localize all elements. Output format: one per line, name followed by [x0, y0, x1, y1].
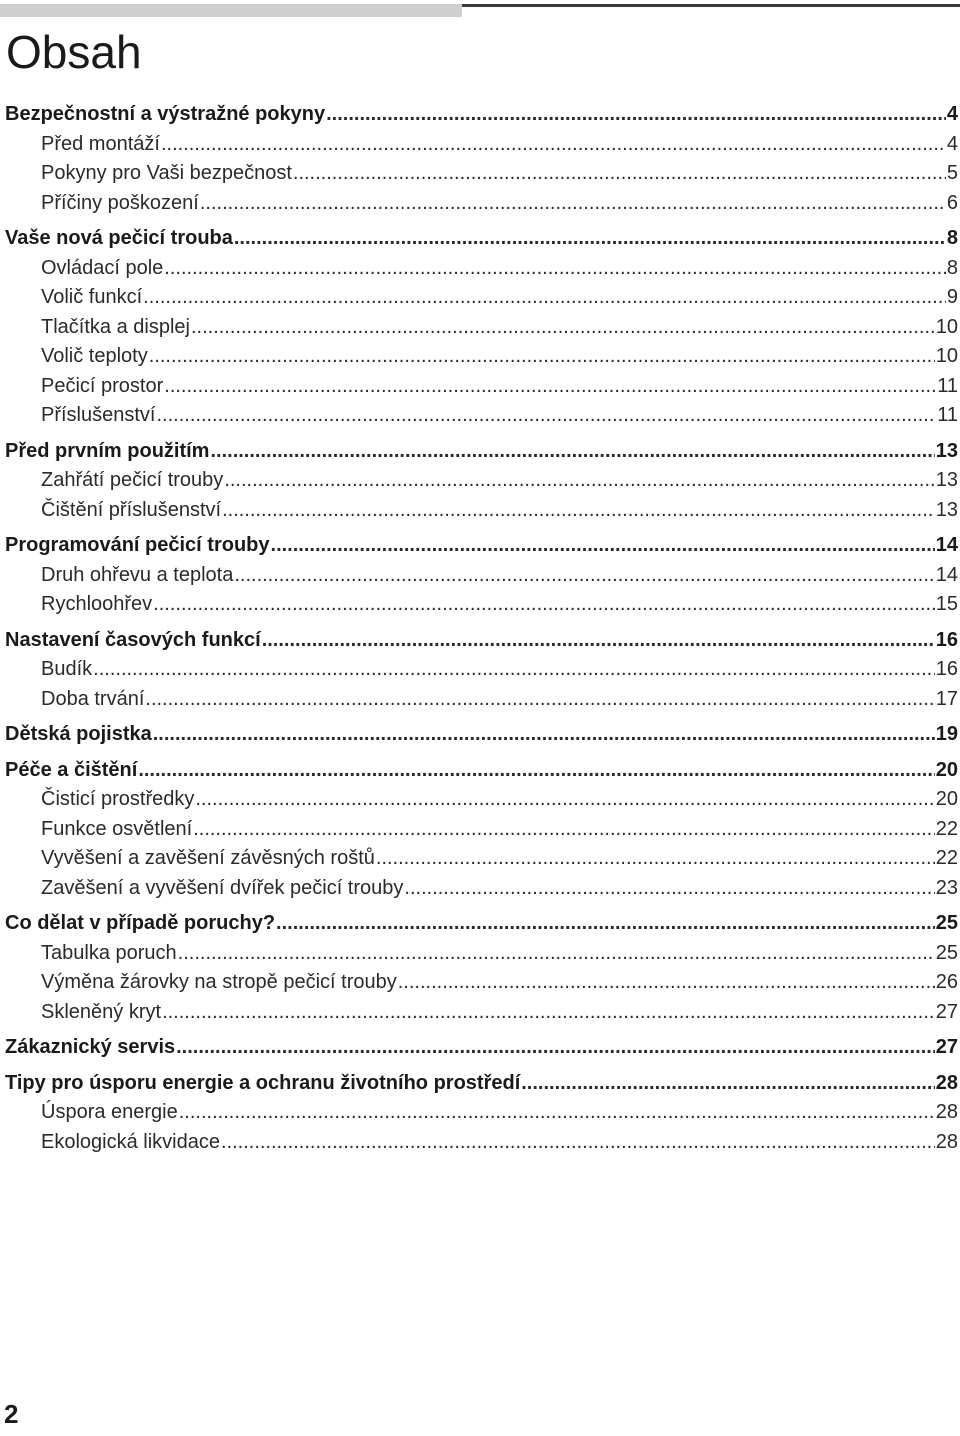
toc-chapter[interactable] [5, 437, 958, 467]
toc-section[interactable] [5, 590, 958, 620]
toc-leader-dots [221, 1128, 935, 1158]
toc-entry-title: Pečicí prostor [41, 374, 164, 397]
toc-leader-dots [143, 283, 946, 313]
toc-section[interactable] [5, 998, 958, 1028]
toc-entry-page: 17 [935, 687, 958, 710]
toc-entry-title: Tabulka poruch [41, 941, 177, 964]
toc-leader-dots [234, 224, 946, 254]
toc-leader-dots [398, 968, 935, 998]
toc-entry-title: Před prvním použitím [5, 439, 210, 462]
toc-entry-page: 22 [935, 847, 958, 869]
toc-leader-dots [195, 785, 934, 815]
toc-entry-page: 8 [946, 227, 958, 249]
toc-leader-dots [191, 313, 935, 343]
toc-section[interactable] [5, 685, 958, 715]
toc-chapter[interactable] [5, 1033, 958, 1063]
header-rule-thick [0, 4, 462, 17]
toc-section[interactable] [5, 283, 958, 313]
toc-leader-dots [161, 130, 946, 160]
page-title: Obsah [6, 26, 142, 78]
toc-entry-page: 27 [935, 1036, 958, 1058]
toc-entry-page: 20 [935, 758, 958, 781]
toc-entry-title: Programování pečicí trouby [5, 534, 270, 556]
toc-entry-title: Tipy pro úsporu energie a ochranu životního prostředí [5, 1071, 521, 1094]
toc-leader-dots [326, 100, 946, 130]
toc-entry-page: 11 [937, 404, 958, 426]
toc-entry-title: Zákaznický servis [5, 1036, 176, 1058]
toc-entry-title: Zavěšení a vyvěšení dvířek pečicí trouby [41, 876, 404, 899]
toc-chapter[interactable] [5, 720, 958, 750]
toc-leader-dots [178, 939, 935, 969]
toc-entry-title: Budík [41, 658, 93, 680]
toc-leader-dots [521, 1069, 935, 1099]
toc-entry-page: 8 [946, 256, 958, 279]
toc-section[interactable] [5, 1128, 958, 1158]
toc-entry-page: 9 [946, 286, 958, 308]
toc-entry-title: Druh ohřevu a teplota [41, 563, 234, 586]
toc-section[interactable] [5, 1098, 958, 1128]
toc-chapter[interactable] [5, 100, 958, 130]
toc-entry-page: 16 [935, 628, 958, 651]
toc-entry-page: 28 [935, 1071, 958, 1094]
toc-section[interactable] [5, 130, 958, 160]
toc-leader-dots [162, 998, 935, 1028]
toc-section[interactable] [5, 372, 958, 402]
toc-leader-dots [164, 254, 946, 284]
toc-entry-title: Pokyny pro Vaši bezpečnost [41, 162, 292, 184]
toc-entry-page: 15 [935, 593, 958, 615]
toc-entry-page: 16 [935, 658, 958, 680]
toc-section[interactable] [5, 815, 958, 845]
toc-entry-page: 26 [935, 971, 958, 993]
toc-leader-dots [376, 844, 935, 874]
toc-entry-title: Tlačítka a displej [41, 315, 190, 338]
page-number: 2 [4, 1399, 19, 1429]
toc-leader-dots [93, 655, 935, 685]
toc-entry-title: Příčiny poškození [41, 191, 199, 214]
toc-entry-title: Bezpečnostní a výstražné pokyny [5, 103, 326, 125]
toc-leader-dots [210, 437, 934, 467]
toc-leader-dots [293, 159, 946, 189]
toc-section[interactable] [5, 189, 958, 219]
toc-entry-title: Zahřátí pečicí trouby [41, 469, 224, 491]
header-rule-thin [462, 4, 960, 7]
toc-entry-page: 25 [935, 941, 958, 964]
toc-leader-dots [176, 1033, 935, 1063]
toc-section[interactable] [5, 939, 958, 969]
toc-leader-dots [145, 685, 934, 715]
toc-entry-page: 5 [946, 162, 958, 184]
toc-leader-dots [276, 909, 935, 939]
toc-section[interactable] [5, 655, 958, 685]
toc-chapter[interactable] [5, 531, 958, 561]
toc-entry-title: Vaše nová pečicí trouba [5, 227, 233, 249]
toc-entry-page: 19 [935, 723, 958, 745]
toc-entry-title: Funkce osvětlení [41, 817, 193, 840]
toc-entry-title: Ekologická likvidace [41, 1130, 220, 1153]
toc-entry-title: Dětská pojistka [5, 723, 152, 745]
toc-section[interactable] [5, 844, 958, 874]
toc-entry-page: 6 [946, 191, 958, 214]
toc-chapter[interactable] [5, 909, 958, 939]
toc-section[interactable] [5, 561, 958, 591]
toc-section[interactable] [5, 342, 958, 372]
toc-entry-title: Co dělat v případě poruchy? [5, 912, 276, 934]
toc-section[interactable] [5, 159, 958, 189]
toc-entry-title: Výměna žárovky na stropě pečicí trouby [41, 971, 397, 993]
toc-entry-title: Skleněný kryt [41, 1000, 162, 1023]
toc-section[interactable] [5, 313, 958, 343]
toc-entry-page: 25 [935, 912, 958, 934]
table-of-contents [5, 100, 958, 1157]
toc-leader-dots [193, 815, 935, 845]
toc-entry-page: 28 [935, 1101, 958, 1123]
toc-section[interactable] [5, 874, 958, 904]
toc-leader-dots [179, 1098, 935, 1128]
toc-leader-dots [156, 401, 936, 431]
toc-entry-title: Volič teploty [41, 345, 148, 367]
toc-entry-title: Úspora energie [41, 1101, 178, 1123]
toc-entry-page: 10 [935, 315, 958, 338]
toc-entry-page: 14 [935, 534, 958, 556]
toc-entry-page: 28 [935, 1130, 958, 1153]
toc-entry-page: 23 [935, 876, 958, 899]
toc-entry-page: 22 [935, 817, 958, 840]
toc-entry-page: 4 [946, 132, 958, 155]
toc-entry-title: Rychloohřev [41, 593, 153, 615]
toc-entry-title: Před montáží [41, 132, 160, 155]
toc-entry-page: 11 [937, 374, 958, 397]
toc-entry-page: 27 [935, 1000, 958, 1023]
toc-entry-page: 13 [935, 498, 958, 521]
toc-chapter[interactable] [5, 224, 958, 254]
toc-section[interactable] [5, 466, 958, 496]
toc-leader-dots [224, 466, 934, 496]
toc-leader-dots [153, 720, 935, 750]
toc-leader-dots [222, 496, 935, 526]
toc-entry-page: 10 [935, 345, 958, 367]
toc-entry-title: Čisticí prostředky [41, 788, 195, 810]
toc-entry-page: 20 [935, 788, 958, 810]
toc-entry-title: Volič funkcí [41, 286, 143, 308]
toc-section[interactable] [5, 254, 958, 284]
toc-entry-page: 13 [935, 439, 958, 462]
toc-entry-page: 14 [935, 563, 958, 586]
toc-chapter[interactable] [5, 756, 958, 786]
toc-entry-title: Doba trvání [41, 687, 145, 710]
toc-chapter[interactable] [5, 626, 958, 656]
toc-entry-title: Vyvěšení a zavěšení závěsných roštů [41, 847, 375, 869]
toc-section[interactable] [5, 968, 958, 998]
toc-entry-page: 4 [946, 103, 958, 125]
toc-entry-title: Ovládací pole [41, 256, 164, 279]
toc-section[interactable] [5, 401, 958, 431]
toc-chapter[interactable] [5, 1069, 958, 1099]
toc-entry-title: Nastavení časových funkcí [5, 628, 261, 651]
toc-section[interactable] [5, 496, 958, 526]
toc-entry-page: 13 [935, 469, 958, 491]
toc-leader-dots [262, 626, 935, 656]
toc-leader-dots [200, 189, 946, 219]
toc-section[interactable] [5, 785, 958, 815]
toc-leader-dots [234, 561, 934, 591]
toc-leader-dots [149, 342, 935, 372]
toc-entry-title: Čištění příslušenství [41, 498, 222, 521]
toc-entry-title: Péče a čištění [5, 758, 138, 781]
toc-entry-title: Příslušenství [41, 404, 156, 426]
toc-leader-dots [404, 874, 934, 904]
toc-leader-dots [153, 590, 935, 620]
toc-leader-dots [164, 372, 936, 402]
toc-leader-dots [138, 756, 934, 786]
toc-leader-dots [271, 531, 935, 561]
